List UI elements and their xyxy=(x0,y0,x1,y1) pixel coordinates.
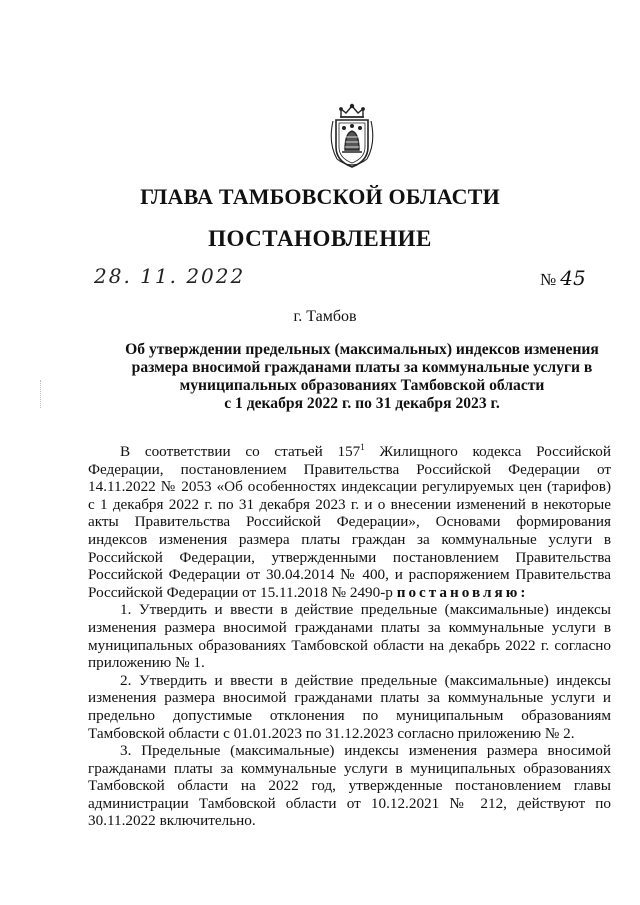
list-item: 1. Утвердить и ввести в действие предельные (максимальные) индексы изменения размера вносимой гражданами платы за коммунальные услуги в муниципальных образованиях Тамбовской области на декабрь 2022 г. согласно приложению № 1. xyxy=(88,601,611,672)
document-title xyxy=(112,341,612,413)
article-superscript: 1 xyxy=(360,441,365,452)
document-number xyxy=(540,266,586,290)
document-date: 28. 11. 2022 xyxy=(94,264,246,288)
list-item: 3. Предельные (максимальные) индексы изменения размера вносимой гражданами платы за коммунальные услуги в муниципальных образованиях Тамбовской области на 2022 год, утвержденные постановлением главы администрации Тамбовской области от 10.12.2021 № 212, действуют по 30.11.2022 включительно. xyxy=(88,742,611,830)
list-item: 2. Утвердить и ввести в действие предельные (максимальные) индексы изменения размера вносимой гражданами платы за коммунальные услуги и предельно допустимые отклонения по муниципальным образованиям Тамбовской области с 01.01.2023 по 31.12.2023 согласно приложению № 2. xyxy=(88,671,611,742)
document-city: г. Тамбов xyxy=(293,308,357,325)
preamble-text: Жилищного кодекса Российской Федерации, постановлением Правительства Российской Федерации от 14.11.2022 № 2053 «Об особенностях индексации регулируемых цен (тарифов) с 1 декабря 2022 г. по 31 декабря 2023 г. и о внесении изменений в некоторые акты Правительства Российской Федерации», Основами формирования индексов изменения размера платы граждан за коммунальные услуги в Российской Федерации, утвержденными постановлением Правительства Российской Федерации от 30.04.2014 № 400, и распоряжением Правительства Российской Федерации от 15.11.2018 № 2490-р xyxy=(88,443,611,601)
issuing-authority: ГЛАВА ТАМБОВСКОЙ ОБЛАСТИ xyxy=(140,184,500,209)
number-value: 45 xyxy=(560,266,586,290)
document-type: ПОСТАНОВЛЕНИЕ xyxy=(208,226,432,251)
preamble-paragraph xyxy=(88,443,611,601)
preamble-text: В соответствии со статьей 157 xyxy=(120,443,361,460)
title-line: размера вносимой гражданами платы за коммунальные услуги в xyxy=(131,359,593,376)
title-line: муниципальных образованиях Тамбовской области xyxy=(179,377,545,394)
scan-artifact xyxy=(40,380,44,408)
title-line: с 1 декабря 2022 г. по 31 декабря 2023 г. xyxy=(224,395,500,412)
decree-word: постановляю: xyxy=(396,583,529,601)
document-body xyxy=(88,443,611,830)
number-label: № xyxy=(540,270,557,289)
title-line: Об утверждении предельных (максимальных) индексов изменения xyxy=(125,341,599,358)
coat-of-arms-icon xyxy=(323,103,381,171)
